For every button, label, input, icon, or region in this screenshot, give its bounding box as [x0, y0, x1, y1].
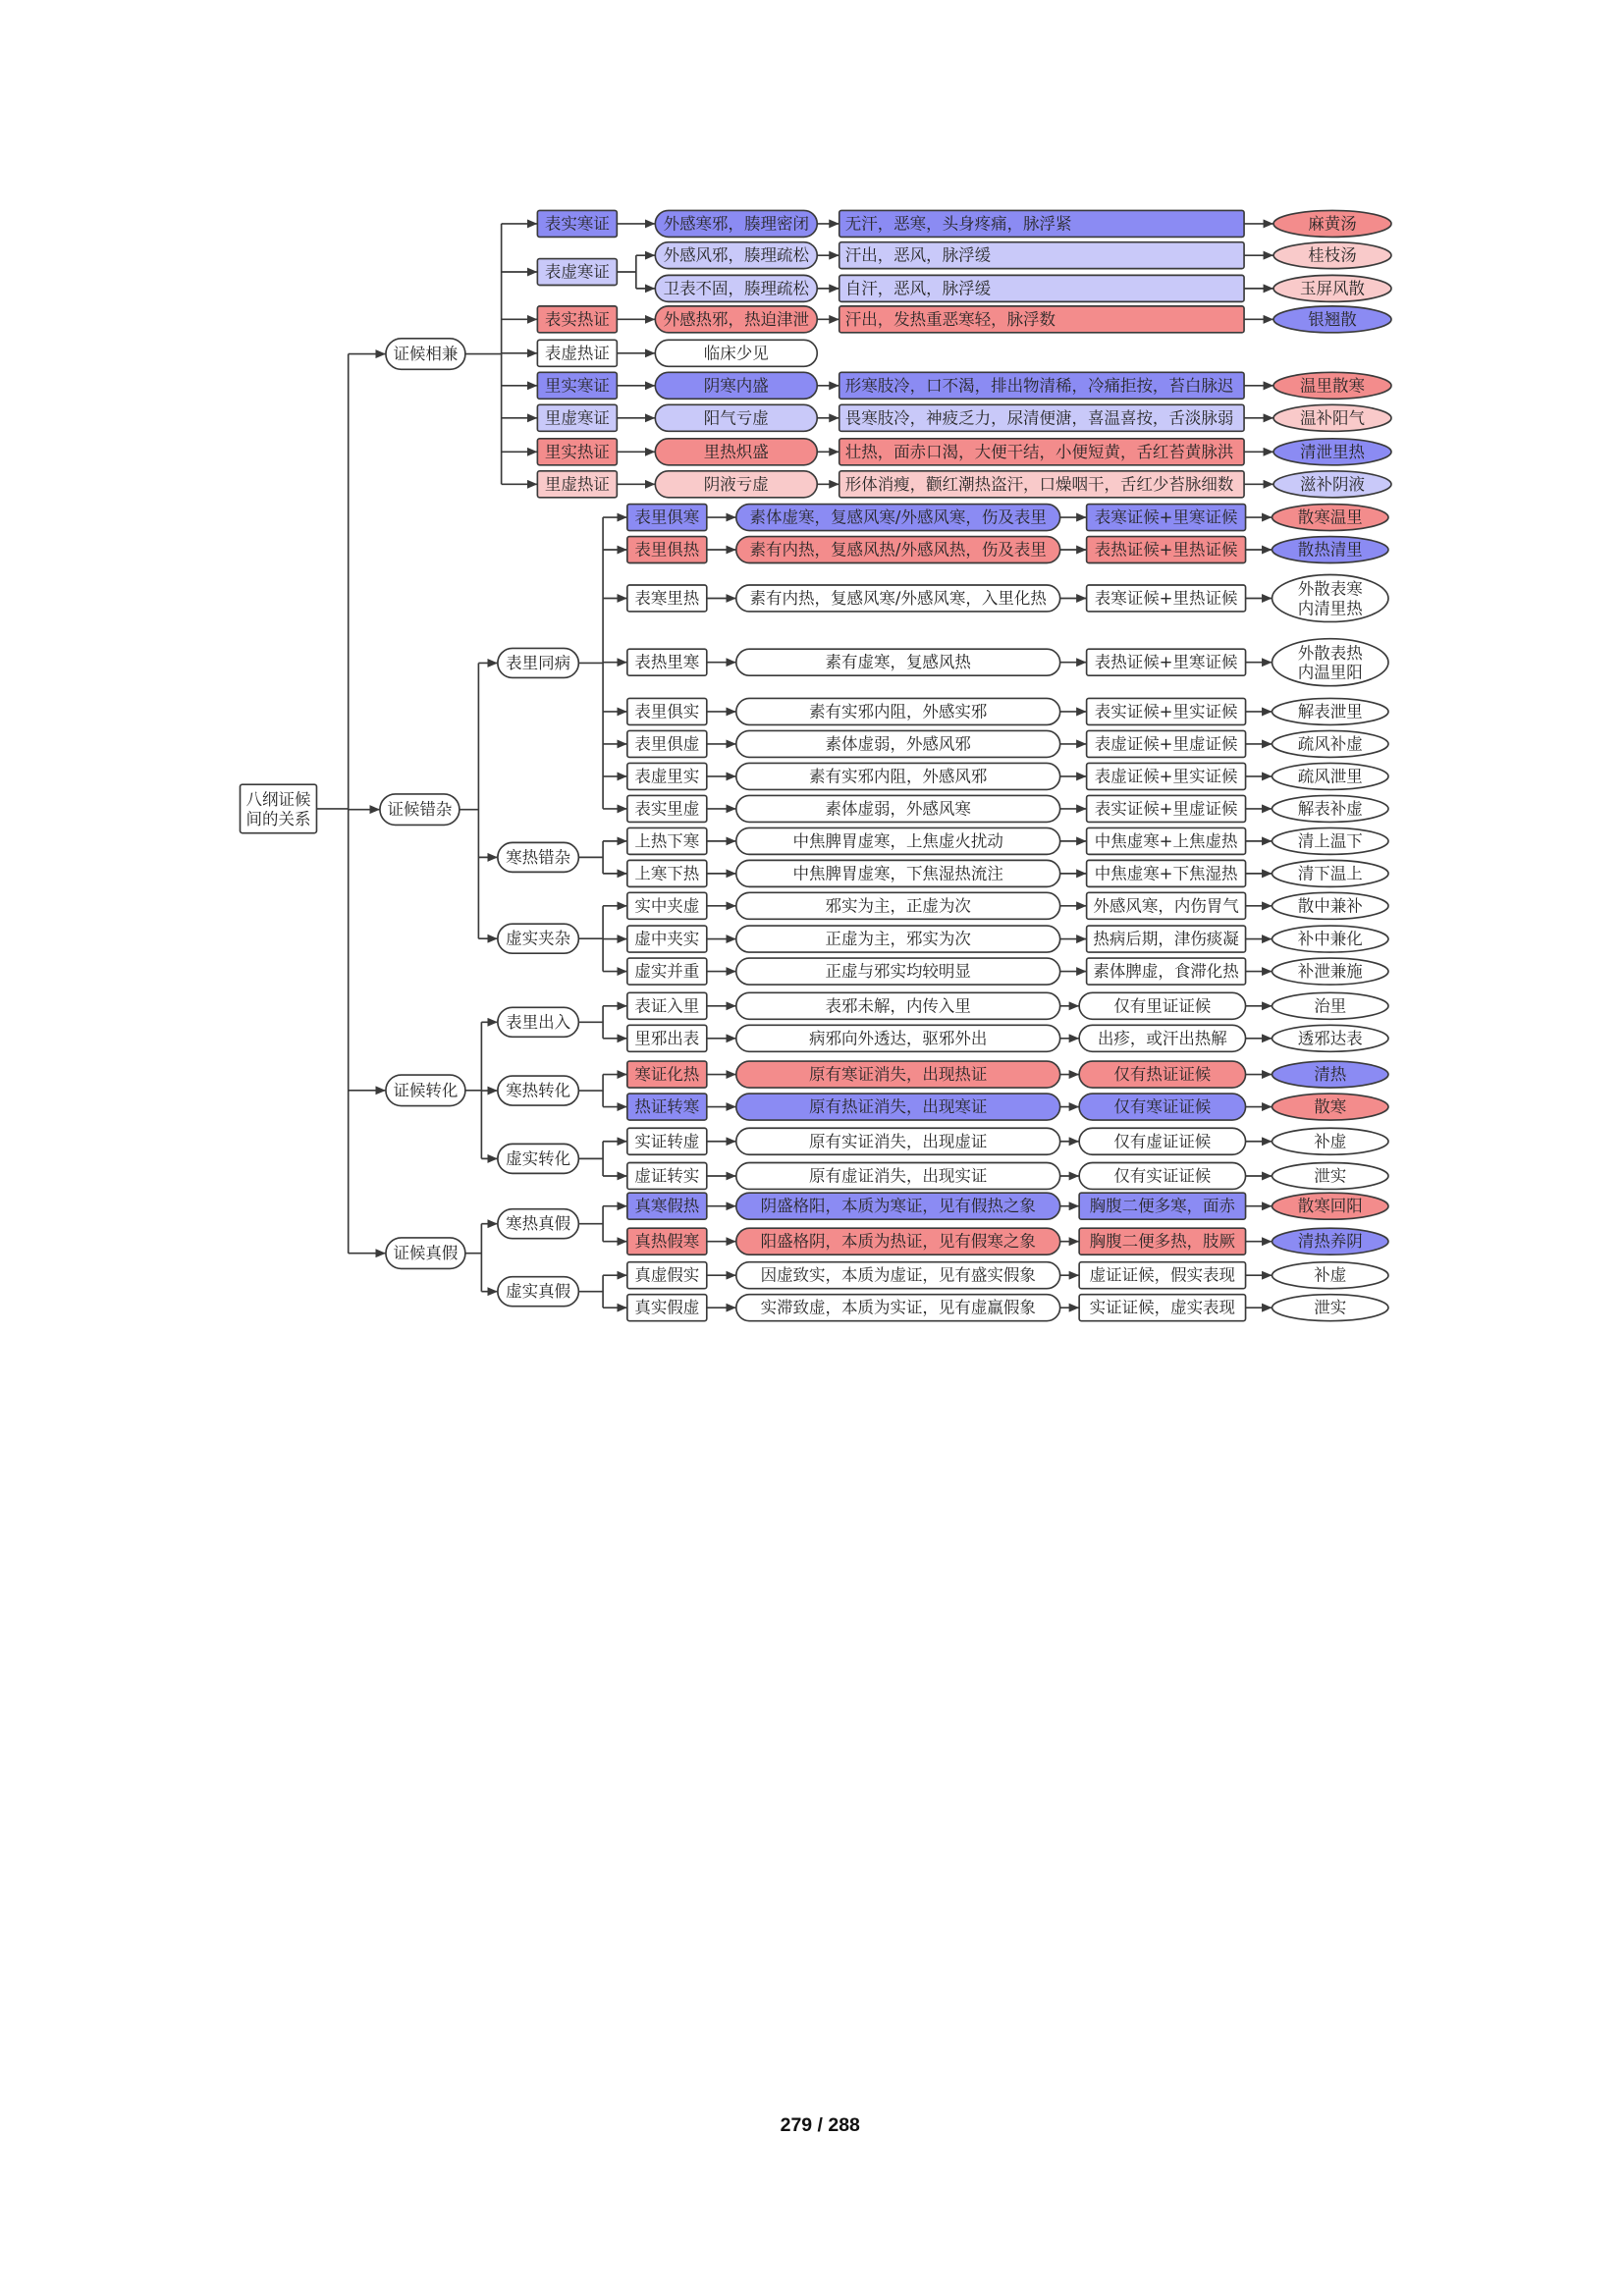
- cause-node: [736, 958, 1060, 985]
- syndrome-node: [627, 698, 707, 724]
- node-label: 表虚寒证: [544, 262, 610, 282]
- node-label: 素有内热，复感风热/外感风热，伤及表里: [749, 540, 1047, 560]
- manifestation-node: [839, 372, 1244, 399]
- node-label: 阴盛格阳，本质为寒证，见有假热之象: [760, 1197, 1036, 1216]
- treatment-node: [1272, 537, 1388, 563]
- node-label: 仅有热证证候: [1113, 1065, 1212, 1085]
- node-label: 因虚致实，本质为虚证，见有盛实假象: [760, 1265, 1036, 1285]
- node-label: 表里俱寒: [634, 507, 700, 527]
- node-label: 表实里虚: [634, 799, 700, 819]
- node-label: 无汗，恶寒，头身疼痛，脉浮紧: [844, 214, 1072, 234]
- category-node: [386, 1238, 465, 1268]
- cause-node: [655, 242, 817, 269]
- node-label: 真虚假实: [634, 1265, 700, 1285]
- treatment-node: [1272, 1162, 1388, 1189]
- syndrome-node: [537, 404, 617, 431]
- node-label: 解表补虚: [1297, 799, 1363, 819]
- node-label: 正虚为主，邪实为次: [825, 930, 971, 949]
- subcategory-node: [498, 1277, 578, 1307]
- node-label: 表热证候+里寒证候: [1094, 653, 1238, 672]
- syndrome-node: [627, 926, 707, 952]
- cause-node: [736, 1025, 1060, 1051]
- node-label: 素有实邪内阻，外感风邪: [809, 767, 988, 786]
- manifestation-node: [1079, 1094, 1245, 1120]
- manifestation-node: [1087, 926, 1246, 952]
- node-label: 麻黄汤: [1308, 214, 1357, 234]
- node-label: 表寒里热: [634, 588, 700, 608]
- manifestation-node: [839, 306, 1244, 333]
- node-label: 真热假寒: [634, 1232, 700, 1252]
- syndrome-node: [627, 958, 707, 985]
- node-label: 疏风泄里: [1297, 767, 1363, 786]
- node-label: 补虚: [1314, 1132, 1347, 1151]
- node-label: 表里出入: [506, 1012, 571, 1032]
- syndrome-node: [627, 649, 707, 675]
- node-label: 表实证候+里实证候: [1094, 702, 1238, 721]
- node-label: 邪实为主，正虚为次: [825, 896, 971, 916]
- cause-node: [655, 471, 817, 498]
- treatment-node: [1272, 926, 1388, 952]
- node-label: 清热养阴: [1297, 1232, 1363, 1252]
- node-label: 自汗，恶风，脉浮缓: [844, 279, 992, 298]
- syndrome-node: [537, 340, 617, 366]
- treatment-node: [1272, 860, 1388, 886]
- treatment-node: [1272, 892, 1388, 919]
- node-label: 表实证候+里虚证候: [1094, 799, 1238, 819]
- node-label: [246, 790, 311, 828]
- node-label: 表实热证: [544, 309, 610, 329]
- node-label: 滋补阴液: [1300, 474, 1365, 494]
- node-label: 真实假虚: [634, 1298, 700, 1317]
- subcategory-node: [498, 842, 578, 872]
- manifestation-node: [1087, 828, 1246, 854]
- manifestation-node: [1079, 1162, 1245, 1189]
- manifestation-node: [1079, 1061, 1245, 1088]
- node-label: 素体脾虚，食滞化热: [1093, 962, 1239, 982]
- node-label: 壮热，面赤口渴，大便干结，小便短黄，舌红苔黄脉洪: [844, 442, 1234, 461]
- cause-node: [736, 1128, 1060, 1154]
- node-label: 虚实并重: [634, 962, 700, 982]
- node-label: 表热证候+里热证候: [1094, 540, 1238, 560]
- node-label: 证候转化: [393, 1081, 459, 1100]
- cause-node: [655, 340, 817, 366]
- node-label: 寒热真假: [506, 1214, 571, 1234]
- treatment-node: [1272, 1228, 1388, 1255]
- node-label: 表里同病: [506, 653, 571, 672]
- node-label: 形寒肢冷，口不渴，排出物清稀，冷痛拒按，苔白脉迟: [844, 376, 1234, 396]
- node-label: 清热: [1314, 1065, 1347, 1085]
- node-label: 表里俱实: [634, 702, 700, 721]
- treatment-node: [1272, 1193, 1388, 1219]
- syndrome-node: [627, 585, 707, 612]
- node-label: 里实热证: [544, 442, 610, 461]
- cause-node: [736, 992, 1060, 1019]
- category-node: [386, 339, 465, 369]
- node-label: 散热清里: [1297, 540, 1363, 560]
- manifestation-node: [1079, 1228, 1245, 1255]
- treatment-node: [1272, 1094, 1388, 1120]
- syndrome-node: [537, 306, 617, 333]
- syndrome-node: [627, 537, 707, 563]
- node-label: 仅有实证证候: [1113, 1166, 1212, 1186]
- cause-node: [655, 306, 817, 333]
- treatment-node: [1272, 795, 1388, 822]
- node-label: 表里俱热: [634, 540, 700, 560]
- node-label: 阳气亏虚: [703, 408, 769, 428]
- node-label: 散中兼补: [1297, 896, 1363, 916]
- node-label: 寒热错杂: [506, 847, 571, 867]
- node-label: 表邪未解，内传入里: [825, 996, 971, 1016]
- node-label: 热证转寒: [634, 1097, 700, 1117]
- node-label: 胸腹二便多热，肢厥: [1089, 1232, 1236, 1252]
- node-label: 中焦脾胃虚寒，下焦湿热流注: [792, 864, 1003, 883]
- cause-node: [655, 439, 817, 465]
- manifestation-node: [839, 275, 1244, 301]
- node-label: 热病后期，津伤痰凝: [1093, 930, 1239, 949]
- treatment-node: [1273, 210, 1391, 237]
- subcategory-node: [498, 1007, 578, 1037]
- cause-node: [736, 828, 1060, 854]
- node-label: 银翘散: [1308, 309, 1357, 329]
- manifestation-node: [1087, 763, 1246, 789]
- subcategory-node: [498, 1144, 578, 1173]
- syndrome-node: [627, 1228, 707, 1255]
- cause-node: [736, 649, 1060, 675]
- manifestation-node: [1079, 1128, 1245, 1154]
- node-label: 虚实转化: [506, 1148, 571, 1168]
- node-label: 表实寒证: [544, 214, 610, 234]
- treatment-node: [1273, 306, 1391, 333]
- cause-node: [736, 1094, 1060, 1120]
- node-label: 虚证转实: [634, 1166, 700, 1186]
- cause-node: [736, 698, 1060, 724]
- node-label: 表证入里: [634, 996, 700, 1016]
- node-label: 实证证候，虚实表现: [1089, 1298, 1236, 1317]
- node-label: 原有寒证消失，出现热证: [809, 1065, 988, 1085]
- node-label-line: 内清里热: [1297, 598, 1363, 617]
- manifestation-node: [1087, 892, 1246, 919]
- node-label: 补中兼化: [1297, 930, 1363, 949]
- treatment-node: [1272, 992, 1388, 1019]
- node-label-line: 外散表热: [1297, 643, 1363, 663]
- node-label: 里邪出表: [634, 1029, 700, 1048]
- node-label: 实中夹虚: [634, 896, 700, 916]
- node-label: 疏风补虚: [1297, 734, 1363, 754]
- syndrome-node: [627, 1061, 707, 1088]
- node-label: 仅有寒证证候: [1113, 1097, 1212, 1117]
- syndrome-node: [627, 1193, 707, 1219]
- treatment-node: [1272, 763, 1388, 789]
- node-label: 仅有虚证证候: [1113, 1132, 1212, 1151]
- cause-node: [736, 1193, 1060, 1219]
- node-label: 寒证化热: [634, 1065, 700, 1085]
- node-label: 里虚热证: [544, 474, 610, 494]
- node-label: 形体消瘦，颧红潮热盗汗，口燥咽干，舌红少苔脉细数: [844, 474, 1234, 494]
- node-label: 散寒: [1314, 1097, 1347, 1117]
- syndrome-node: [627, 828, 707, 854]
- syndrome-node: [627, 992, 707, 1019]
- node-label: 卫表不固，腠理疏松: [663, 279, 809, 298]
- node-label-line: 间的关系: [245, 809, 311, 828]
- subcategory-node: [498, 1076, 578, 1105]
- syndrome-node: [627, 1128, 707, 1154]
- node-label: 外感风寒，内伤胃气: [1093, 896, 1239, 916]
- node-label: 上热下寒: [634, 831, 700, 851]
- treatment-node: [1273, 372, 1391, 399]
- node-label: 虚证证候，假实表现: [1089, 1265, 1236, 1285]
- cause-node: [736, 585, 1060, 612]
- node-label: 胸腹二便多寒，面赤: [1089, 1197, 1236, 1216]
- node-label: 解表泄里: [1297, 702, 1363, 721]
- node-label: 素有内热，复感风寒/外感风寒，入里化热: [749, 588, 1047, 608]
- node-label: 畏寒肢冷，神疲乏力，尿清便溏，喜温喜按，舌淡脉弱: [844, 408, 1234, 428]
- cause-node: [655, 210, 817, 237]
- node-label: 泄实: [1314, 1166, 1347, 1186]
- node-label: 出疹，或汗出热解: [1097, 1029, 1227, 1048]
- node-label: 汗出，恶风，脉浮缓: [844, 245, 992, 265]
- manifestation-node: [1087, 585, 1246, 612]
- node-label: 清泄里热: [1300, 442, 1365, 461]
- treatment-node: [1273, 242, 1391, 269]
- subcategory-node: [498, 1209, 578, 1239]
- node-label: 正虚与邪实均较明显: [825, 962, 971, 982]
- node-label: 仅有里证证候: [1113, 996, 1212, 1016]
- manifestation-node: [1087, 537, 1246, 563]
- node-label: 实证转虚: [634, 1132, 700, 1151]
- treatment-node: [1272, 639, 1388, 686]
- node-label: 实滞致虚，本质为实证，见有虚羸假象: [760, 1298, 1036, 1317]
- node-label: [1298, 643, 1363, 681]
- treatment-node: [1272, 1295, 1388, 1321]
- manifestation-node: [1087, 698, 1246, 724]
- treatment-node: [1272, 698, 1388, 724]
- syndrome-node: [627, 1295, 707, 1321]
- syndrome-node: [537, 439, 617, 465]
- syndrome-node: [627, 1162, 707, 1189]
- node-label: 里虚寒证: [544, 408, 610, 428]
- node-label-line: 内温里阳: [1297, 663, 1363, 682]
- category-node: [386, 1075, 465, 1105]
- treatment-node: [1273, 471, 1391, 498]
- cause-node: [736, 537, 1060, 563]
- cause-node: [736, 505, 1060, 531]
- manifestation-node: [1079, 1025, 1245, 1051]
- node-label: 阳盛格阴，本质为热证，见有假寒之象: [760, 1232, 1036, 1252]
- syndrome-node: [627, 1094, 707, 1120]
- manifestation-node: [1087, 860, 1246, 886]
- node-label: 病邪向外透达，驱邪外出: [809, 1029, 988, 1048]
- node-label: 证候相兼: [393, 345, 459, 364]
- syndrome-node: [537, 372, 617, 399]
- treatment-node: [1272, 730, 1388, 757]
- manifestation-node: [839, 471, 1244, 498]
- category-node: [380, 794, 460, 825]
- syndrome-node: [537, 210, 617, 237]
- treatment-node: [1272, 505, 1388, 531]
- node-label: 表虚热证: [544, 344, 610, 363]
- treatment-node: [1273, 439, 1391, 465]
- manifestation-node: [1087, 649, 1246, 675]
- treatment-node: [1272, 1262, 1388, 1289]
- node-label: 温里散寒: [1300, 376, 1365, 396]
- node-label: 表寒证候+里热证候: [1094, 588, 1238, 608]
- manifestation-node: [839, 404, 1244, 431]
- cause-node: [736, 763, 1060, 789]
- node-label: 上寒下热: [634, 864, 700, 883]
- node-label: 素有虚寒，复感风热: [825, 653, 971, 672]
- node-label: 素有实邪内阻，外感实邪: [809, 702, 988, 721]
- manifestation-node: [1087, 958, 1246, 985]
- cause-node: [736, 1295, 1060, 1321]
- syndrome-node: [627, 795, 707, 822]
- node-label: 外感风邪，腠理疏松: [663, 245, 809, 265]
- syndrome-node: [537, 259, 617, 286]
- node-label: 里实寒证: [544, 376, 610, 396]
- node-label: 阴寒内盛: [703, 376, 769, 396]
- node-label: 表寒证候+里寒证候: [1094, 507, 1238, 527]
- node-label: 真寒假热: [634, 1197, 700, 1216]
- node-label: 原有热证消失，出现寒证: [809, 1097, 988, 1117]
- node-label: 表里俱虚: [634, 734, 700, 754]
- node-label: 原有实证消失，出现虚证: [809, 1132, 988, 1151]
- node-label: 虚中夹实: [634, 930, 700, 949]
- node-label: 临床少见: [703, 344, 769, 363]
- cause-node: [655, 275, 817, 301]
- syndrome-node: [627, 763, 707, 789]
- manifestation-node: [1087, 795, 1246, 822]
- node-label: 表虚里实: [634, 767, 700, 786]
- cause-node: [736, 1061, 1060, 1088]
- syndrome-node: [537, 471, 617, 498]
- cause-node: [736, 860, 1060, 886]
- node-label: 泄实: [1314, 1298, 1347, 1317]
- page-number: 279 / 288: [780, 2114, 860, 2137]
- subcategory-node: [498, 924, 578, 953]
- manifestation-node: [1079, 1262, 1245, 1289]
- cause-node: [736, 1162, 1060, 1189]
- treatment-node: [1272, 1128, 1388, 1154]
- node-label: 表虚证候+里实证候: [1094, 767, 1238, 786]
- node-label: 清下温上: [1297, 864, 1363, 883]
- cause-node: [655, 372, 817, 399]
- cause-node: [736, 795, 1060, 822]
- syndrome-node: [627, 1025, 707, 1051]
- treatment-node: [1273, 404, 1391, 431]
- node-label: 证候真假: [393, 1244, 459, 1263]
- node-label: 表虚证候+里虚证候: [1094, 734, 1238, 754]
- manifestation-node: [839, 210, 1244, 237]
- manifestation-node: [1079, 1295, 1245, 1321]
- cause-node: [736, 1262, 1060, 1289]
- manifestation-node: [1079, 992, 1245, 1019]
- node-label: 证候错杂: [387, 800, 453, 820]
- manifestation-node: [1087, 505, 1246, 531]
- treatment-node: [1272, 1061, 1388, 1088]
- node-label: 外感热邪，热迫津泄: [663, 309, 809, 329]
- syndrome-node: [627, 505, 707, 531]
- node-label: 外感寒邪，腠理密闭: [663, 214, 809, 234]
- treatment-node: [1272, 574, 1388, 621]
- node-label: 清上温下: [1297, 831, 1363, 851]
- node-label: 散寒回阳: [1297, 1197, 1363, 1216]
- node-label: [1298, 579, 1363, 617]
- node-label: 补虚: [1314, 1265, 1347, 1285]
- treatment-node: [1273, 275, 1391, 301]
- syndrome-node: [627, 860, 707, 886]
- syndrome-node: [627, 730, 707, 757]
- syndrome-node: [627, 892, 707, 919]
- node-label: 中焦脾胃虚寒，上焦虚火扰动: [792, 831, 1003, 851]
- node-label: 桂枝汤: [1308, 245, 1357, 265]
- node-label: 虚实夹杂: [506, 929, 571, 948]
- cause-node: [736, 926, 1060, 952]
- node-label: 寒热转化: [506, 1081, 571, 1100]
- treatment-node: [1272, 1025, 1388, 1051]
- manifestation-node: [839, 242, 1244, 269]
- node-label: 中焦虚寒+下焦湿热: [1094, 864, 1238, 883]
- node-label: 原有虚证消失，出现实证: [809, 1166, 988, 1186]
- node-label: 玉屏风散: [1300, 279, 1365, 298]
- manifestation-node: [1087, 730, 1246, 757]
- treatment-node: [1272, 828, 1388, 854]
- node-label: 素体虚弱，外感风邪: [825, 734, 971, 754]
- cause-node: [655, 404, 817, 431]
- node-label: 中焦虚寒+上焦虚热: [1094, 831, 1238, 851]
- cause-node: [736, 730, 1060, 757]
- node-label-line: 八纲证候: [245, 789, 311, 809]
- node-label: 表热里寒: [634, 653, 700, 672]
- node-label-line: 外散表寒: [1297, 579, 1363, 599]
- node-label: 里热炽盛: [703, 442, 769, 461]
- node-label: 素体虚弱，外感风寒: [825, 799, 971, 819]
- treatment-node: [1272, 958, 1388, 985]
- node-label: 素体虚寒，复感风寒/外感风寒，伤及表里: [749, 507, 1047, 527]
- subcategory-node: [498, 648, 578, 677]
- node-label: 透邪达表: [1297, 1029, 1363, 1048]
- node-label: 虚实真假: [506, 1282, 571, 1302]
- cause-node: [736, 1228, 1060, 1255]
- node-label: 温补阳气: [1300, 408, 1365, 428]
- manifestation-node: [1079, 1193, 1245, 1219]
- manifestation-node: [839, 439, 1244, 465]
- node-layer: [240, 210, 1390, 1320]
- node-label: 汗出，发热重恶寒轻，脉浮数: [844, 309, 1056, 329]
- root-node: [240, 784, 316, 832]
- node-label: 治里: [1314, 996, 1347, 1016]
- syndrome-node: [627, 1262, 707, 1289]
- node-label: 阴液亏虚: [703, 474, 769, 494]
- cause-node: [736, 892, 1060, 919]
- node-label: 补泄兼施: [1297, 962, 1363, 982]
- node-label: 散寒温里: [1297, 507, 1363, 527]
